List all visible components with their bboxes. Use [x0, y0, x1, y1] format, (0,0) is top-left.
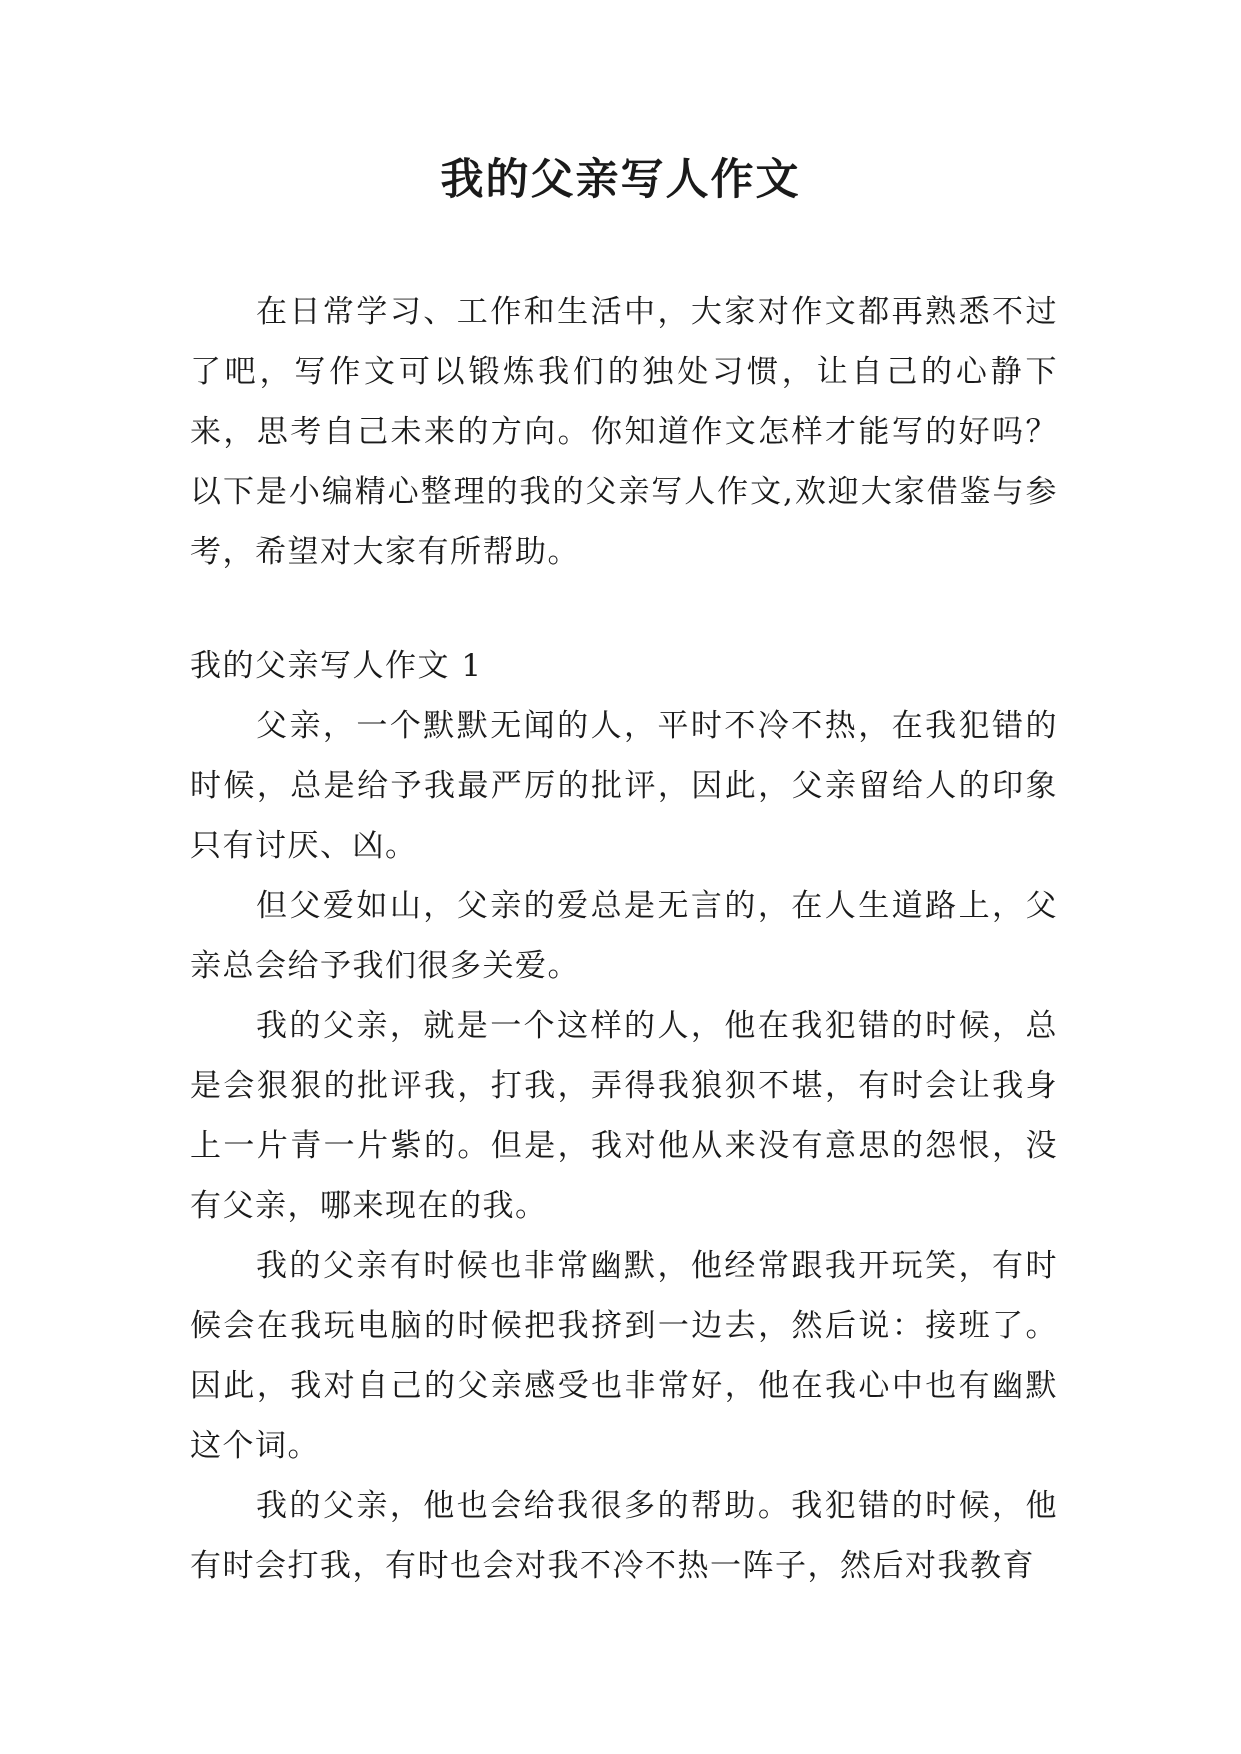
document-body: [190, 282, 1058, 1596]
body-paragraph-3: 我的父亲，就是一个这样的人，他在我犯错的时候，总是会狠狠的批评我，打我，弄得我狼狈不堪，有时会让我身上一片青一片紫的。但是，我对他从来没有意思的怨恨，没有父亲，哪来现在的我。: [190, 1008, 1058, 1224]
body-paragraph-1: 父亲，一个默默无闻的人，平时不冷不热，在我犯错的时候，总是给予我最严厉的批评，因此，父亲留给人的印象只有讨厌、凶。: [190, 708, 1058, 864]
document-title: 我的父亲写人作文: [440, 155, 801, 205]
intro-paragraph: 在日常学习、工作和生活中，大家对作文都再熟悉不过了吧，写作文可以锻炼我们的独处习惯，让自己的心静下来，思考自己未来的方向。你知道作文怎样才能写的好吗？以下是小编精心整理的我的父亲写人作文,欢迎大家借鉴与参考，希望对大家有所帮助。: [190, 294, 1058, 570]
section-heading: 我的父亲写人作文 1: [190, 648, 483, 684]
body-paragraph-5: 我的父亲，他也会给我很多的帮助。我犯错的时候，他有时会打我，有时也会对我不冷不热一阵子，然后对我教育: [190, 1488, 1058, 1584]
body-paragraph-2: 但父爱如山，父亲的爱总是无言的，在人生道路上，父亲总会给予我们很多关爱。: [190, 888, 1058, 984]
body-paragraph-4: 我的父亲有时候也非常幽默，他经常跟我开玩笑，有时候会在我玩电脑的时候把我挤到一边去，然后说：接班了。因此，我对自己的父亲感受也非常好，他在我心中也有幽默这个词。: [190, 1248, 1058, 1464]
